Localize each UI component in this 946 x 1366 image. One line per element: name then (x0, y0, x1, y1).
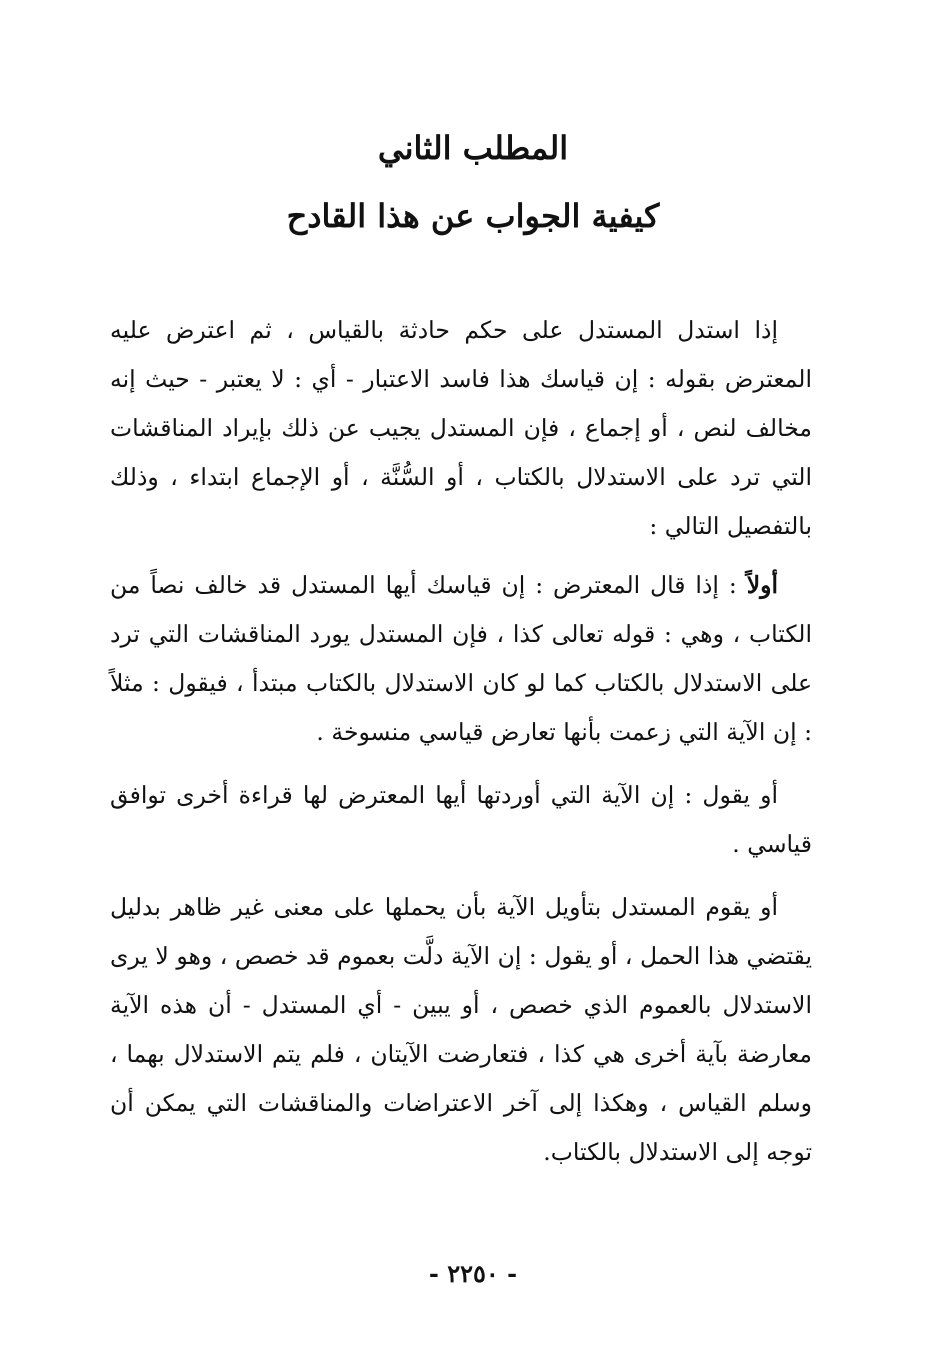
body-text (110, 306, 812, 1184)
paragraph-4 (110, 883, 812, 1177)
paragraph-2-lead: أولاً (746, 571, 778, 599)
paragraph-2 (110, 561, 812, 757)
paragraph-2-text: : إذا قال المعترض : إن قياسك أيها المستدل قد خالف نصاً من الكتاب ، وهي : قوله تعالى كذا ، فإن المستدل يورد المناقشات التي ترد على الاستدلال بالكتاب كما لو كان الاستدلال بالكتاب مبتدأ ، فيقول : مثلاً : إن الآية التي زعمت بأنها تعارض قياسي منسوخة . (110, 571, 812, 746)
paragraph-1-text: إذا استدل المستدل على حكم حادثة بالقياس ، ثم اعترض عليه المعترض بقوله : إن قياسك هذا فاسد الاعتبار - أي : لا يعتبر - حيث إنه مخالف لنص ، أو إجماع ، فإن المستدل يجيب عن ذلك بإيراد المناقشات التي ترد على الاستدلال بالكتاب ، أو السُّنَّة ، أو الإجماع ابتداء ، وذلك بالتفصيل التالي : (110, 316, 812, 540)
page-number: - ٢٢٥٠ - (428, 1259, 518, 1288)
paragraph-1 (110, 306, 812, 551)
paragraph-3-text: أو يقول : إن الآية التي أوردتها أيها المعترض لها قراءة أخرى توافق قياسي . (110, 781, 812, 858)
paragraph-4-text: أو يقوم المستدل بتأويل الآية بأن يحملها على معنى غير ظاهر بدليل يقتضي هذا الحمل ، أو يقول : إن الآية دلَّت بعموم قد خصص ، وهو لا يرى الاستدلال بالعموم الذي خصص ، أو يبين - أي المستدل - أن هذه الآية معارضة بآية أخرى هي كذا ، فتعارضت الآيتان ، فلم يتم الاستدلال بهما ، وسلم القياس ، وهكذا إلى آخر الاعتراضات والمناقشات التي يمكن أن توجه إلى الاستدلال بالكتاب. (110, 893, 812, 1166)
paragraph-3 (110, 771, 812, 869)
section-title: المطلب الثاني (377, 129, 569, 167)
section-subtitle: كيفية الجواب عن هذا القادح (286, 197, 660, 235)
